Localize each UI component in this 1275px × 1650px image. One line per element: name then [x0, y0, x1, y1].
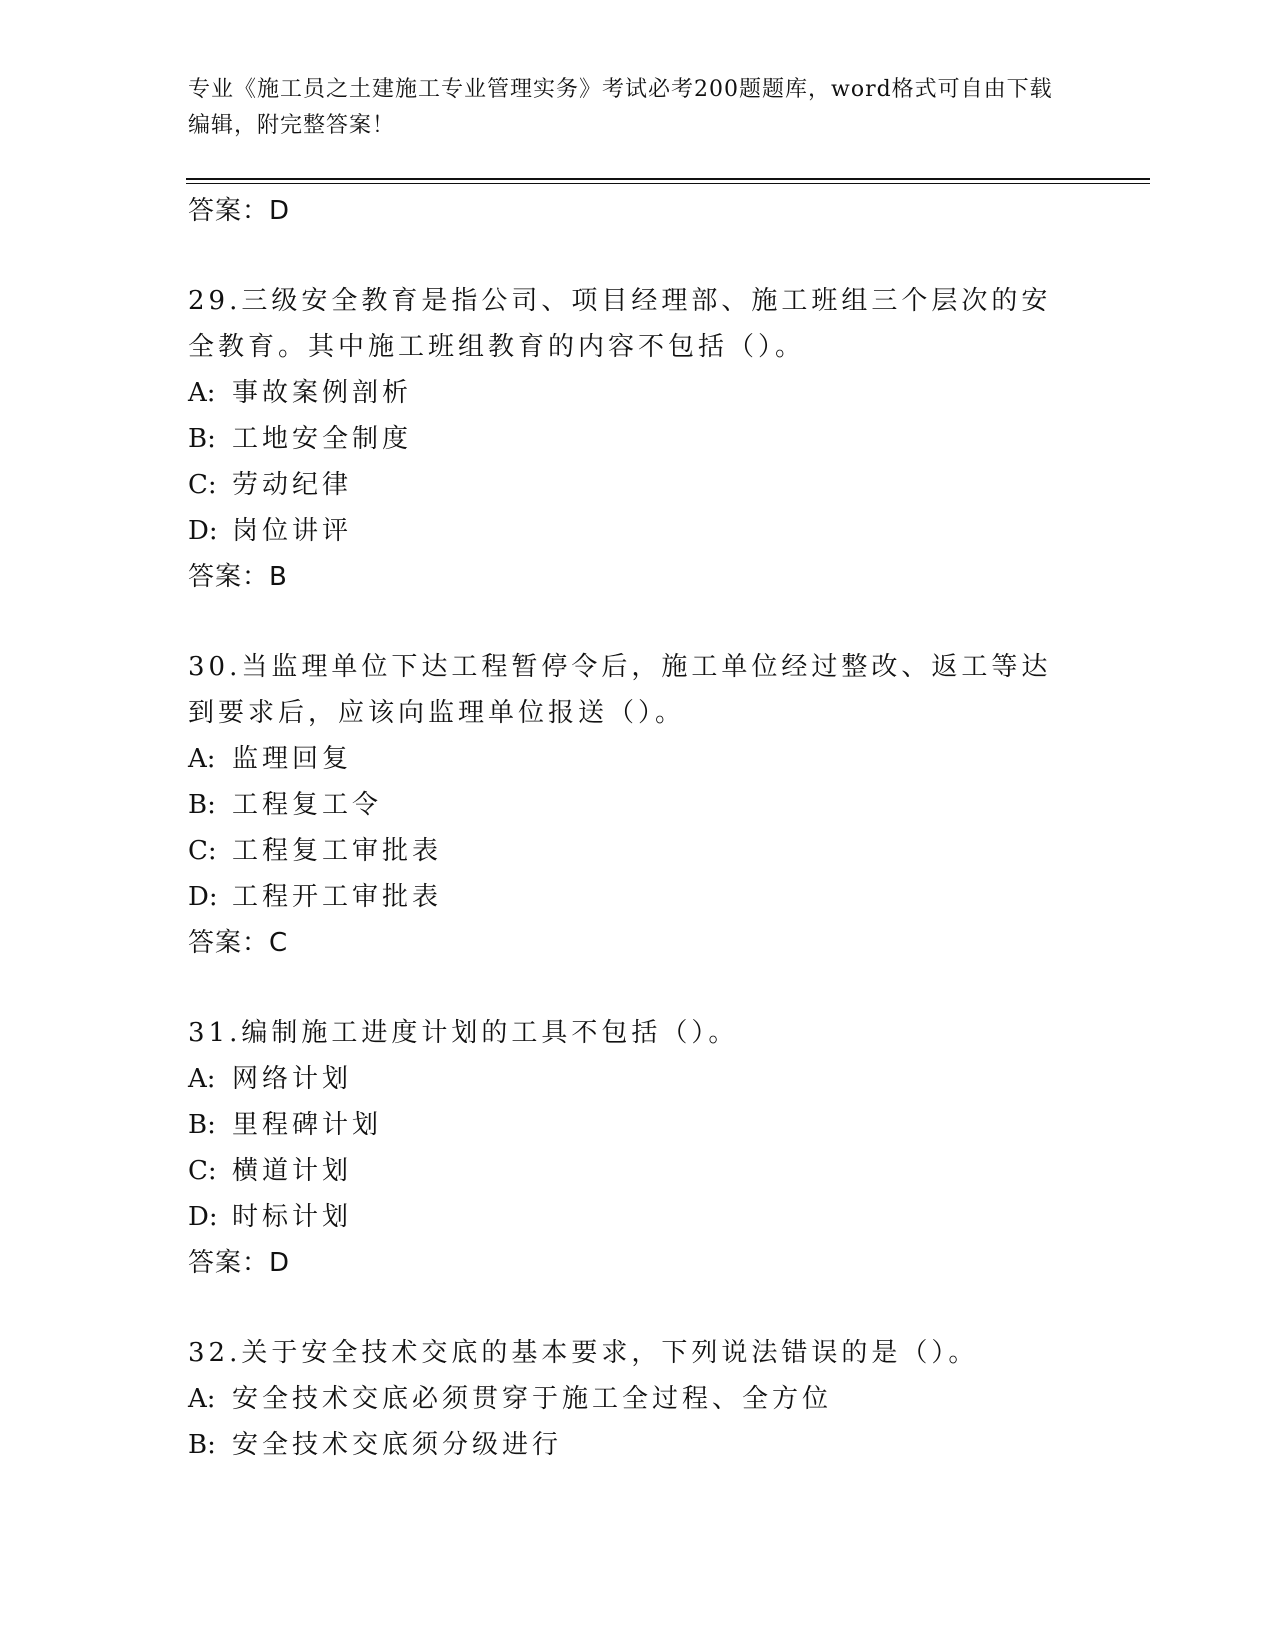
option-text: 时标计划: [232, 1202, 353, 1232]
option-label: A:: [188, 744, 216, 774]
question-29: [188, 278, 1088, 600]
option-text: 监理回复: [232, 744, 353, 774]
option-a: [188, 1056, 1088, 1102]
answer: 答案：C: [188, 928, 289, 958]
question-text: 29.三级安全教育是指公司、项目经理部、施工班组三个层次的安全教育。其中施工班组教育的内容不包括（）。: [188, 286, 1052, 362]
option-label: C:: [188, 1156, 217, 1186]
option-text: 工程开工审批表: [232, 882, 443, 912]
option-label: A:: [188, 1384, 216, 1414]
option-text: 安全技术交底须分级进行: [232, 1430, 563, 1460]
option-label: D:: [188, 516, 218, 546]
option-d: [188, 874, 1088, 920]
answer: 答案：B: [188, 562, 288, 592]
question-text: 32.关于安全技术交底的基本要求，下列说法错误的是（）。: [188, 1338, 979, 1368]
option-label: B:: [188, 1110, 216, 1140]
option-c: [188, 462, 1088, 508]
option-text: 网络计划: [232, 1064, 353, 1094]
option-text: 劳动纪律: [232, 470, 353, 500]
header-divider-thin: [186, 183, 1150, 184]
option-d: [188, 508, 1088, 554]
option-label: D:: [188, 882, 218, 912]
option-text: 横道计划: [232, 1156, 353, 1186]
option-text: 工程复工令: [232, 790, 383, 820]
option-c: [188, 828, 1088, 874]
option-text: 事故案例剖析: [232, 378, 413, 408]
option-label: A:: [188, 1064, 216, 1094]
option-label: D:: [188, 1202, 218, 1232]
option-text: 岗位讲评: [232, 516, 353, 546]
option-label: C:: [188, 470, 217, 500]
option-b: [188, 1422, 1088, 1468]
previous-answer: 答案：D: [188, 196, 291, 226]
page-header: 专业《施工员之土建施工专业管理实务》考试必考200题题库，word格式可自由下载编辑，附完整答案！: [188, 77, 1053, 138]
option-d: [188, 1194, 1088, 1240]
option-a: [188, 370, 1088, 416]
question-30: [188, 644, 1088, 966]
option-a: [188, 736, 1088, 782]
option-b: [188, 782, 1088, 828]
option-label: B:: [188, 1430, 216, 1460]
option-b: [188, 416, 1088, 462]
header-divider-thick: [186, 178, 1150, 180]
option-label: A:: [188, 378, 216, 408]
option-b: [188, 1102, 1088, 1148]
question-32: [188, 1330, 1088, 1468]
option-text: 里程碑计划: [232, 1110, 383, 1140]
option-a: [188, 1376, 1088, 1422]
option-text: 工地安全制度: [232, 424, 413, 454]
option-label: B:: [188, 790, 216, 820]
answer: 答案：D: [188, 1248, 291, 1278]
option-c: [188, 1148, 1088, 1194]
question-text: 31.编制施工进度计划的工具不包括（）。: [188, 1018, 739, 1048]
question-31: [188, 1010, 1088, 1286]
option-label: B:: [188, 424, 216, 454]
option-text: 安全技术交底必须贯穿于施工全过程、全方位: [232, 1384, 833, 1414]
question-list: [188, 188, 1088, 1468]
question-text: 30.当监理单位下达工程暂停令后，施工单位经过整改、返工等达到要求后，应该向监理单位报送（）。: [188, 652, 1052, 728]
option-text: 工程复工审批表: [232, 836, 443, 866]
option-label: C:: [188, 836, 217, 866]
